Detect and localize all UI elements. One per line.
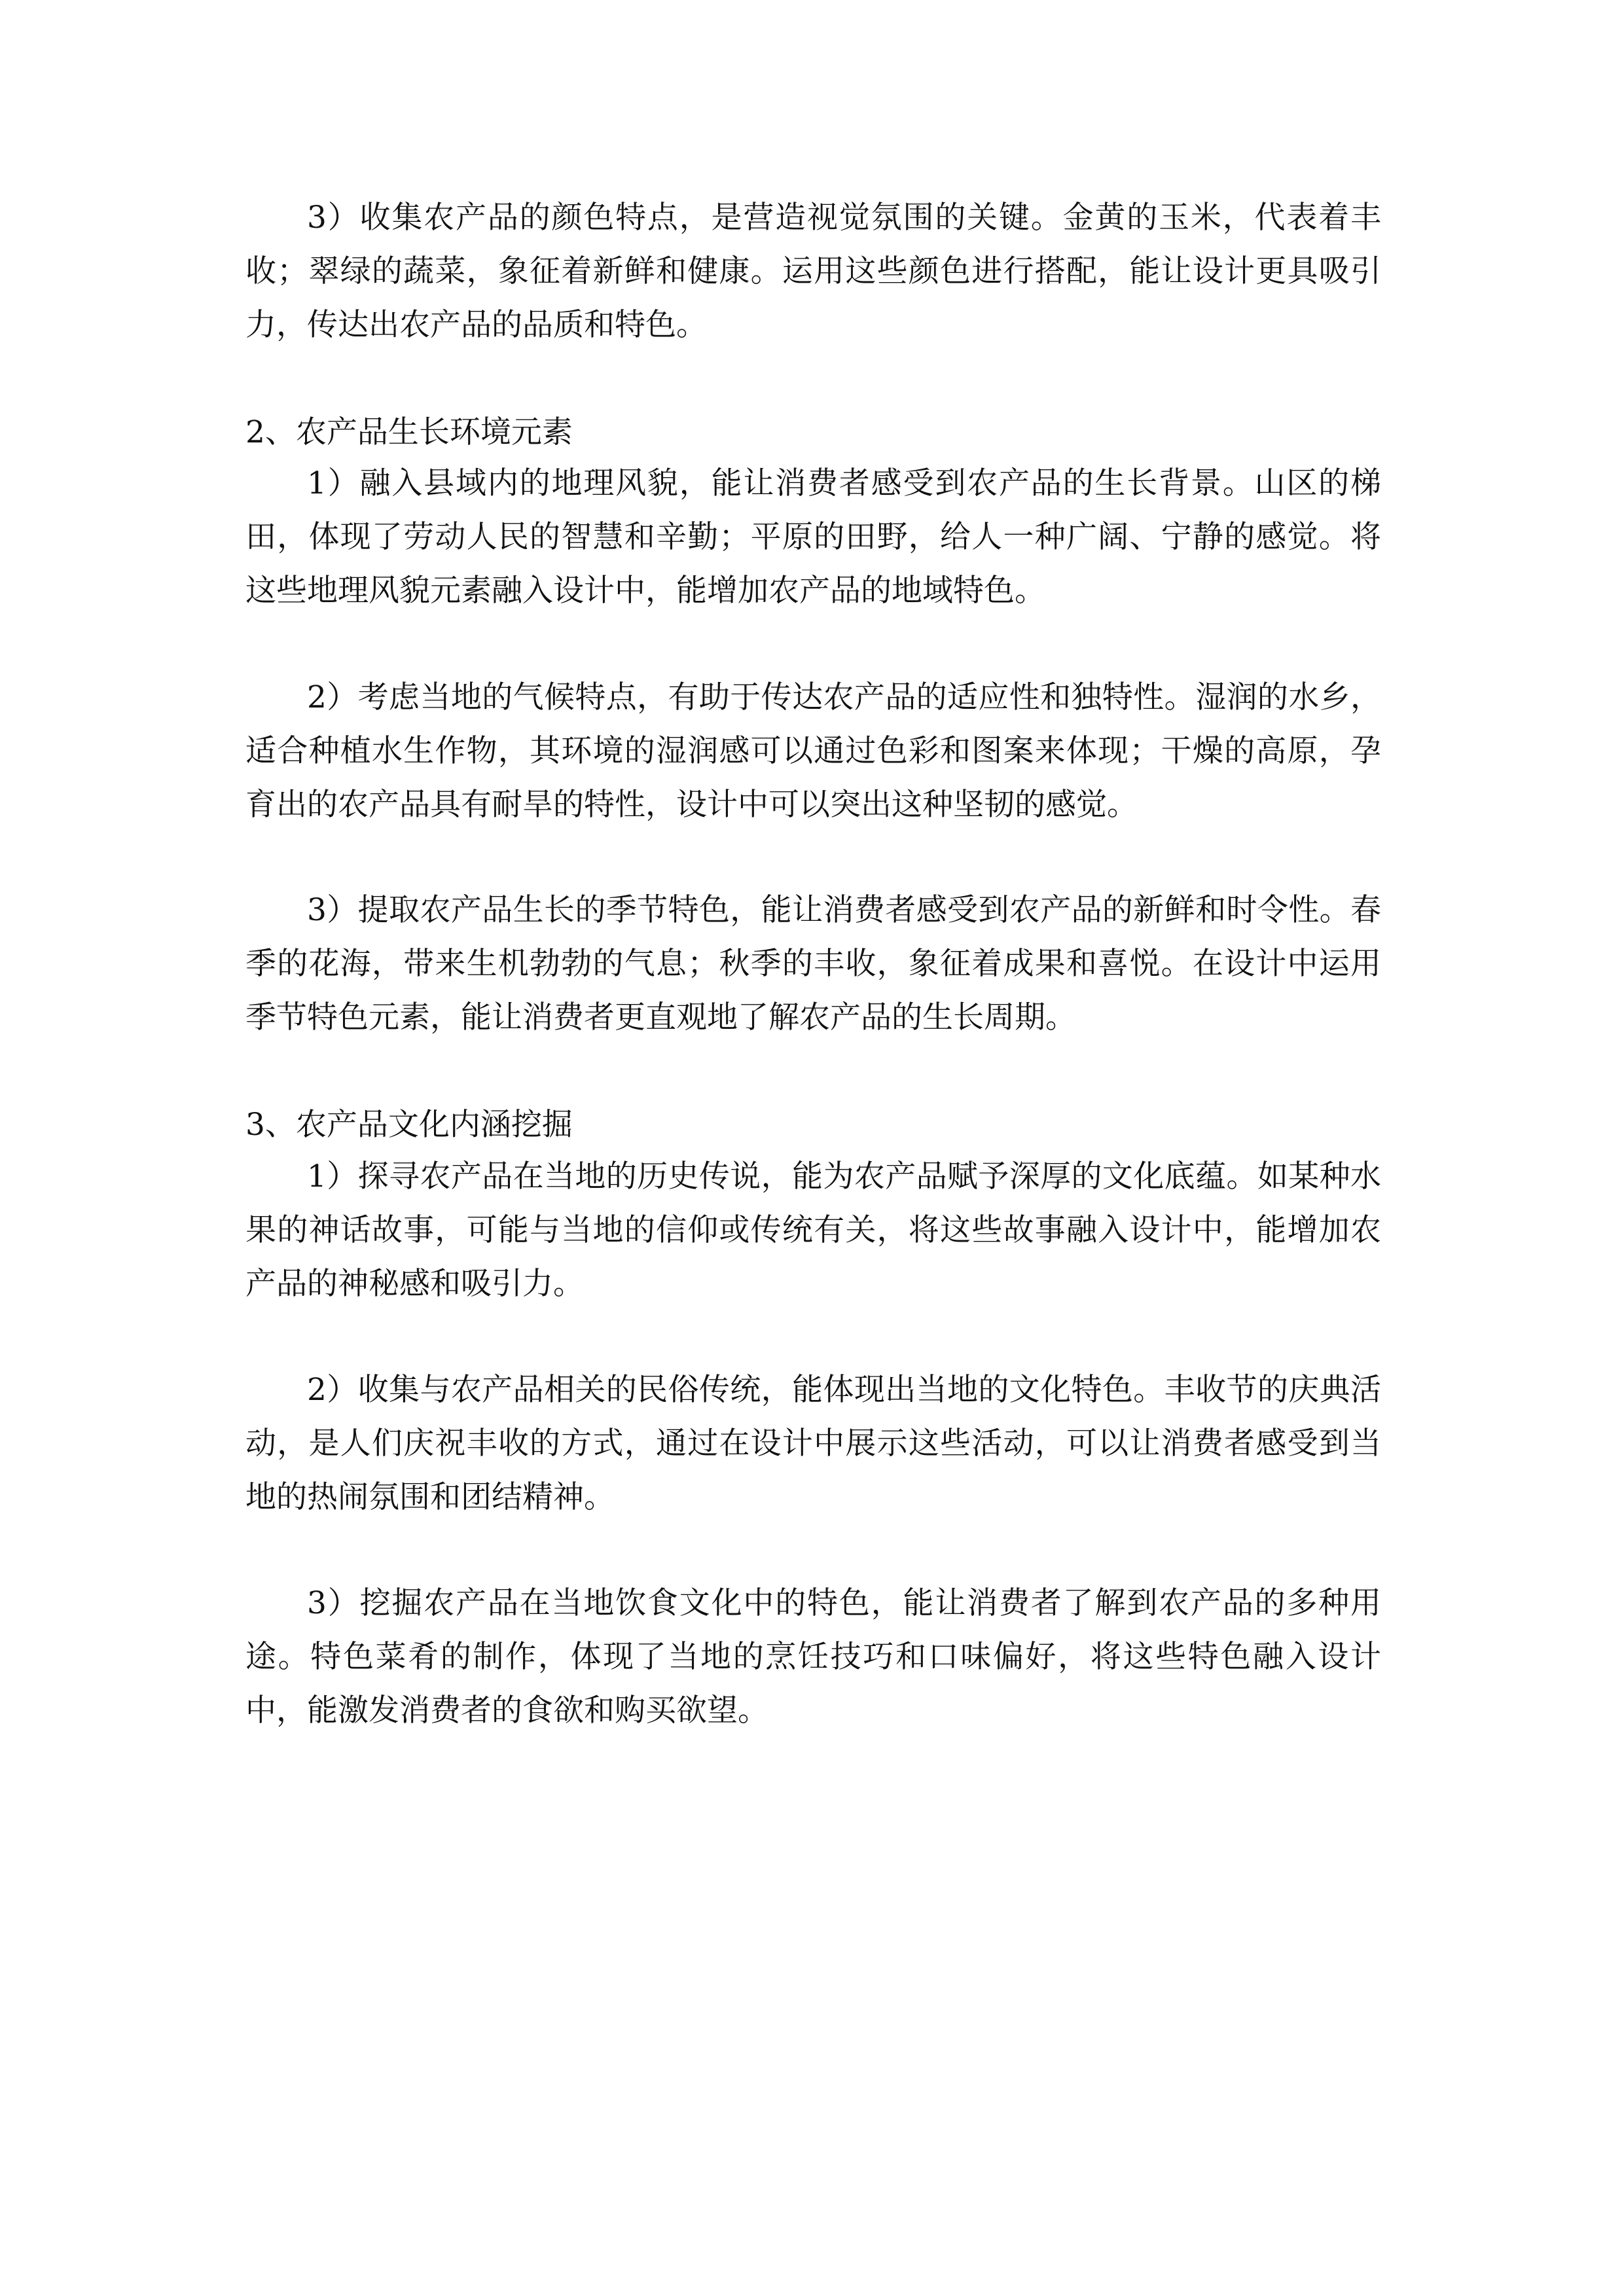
paragraph-seasons: 3）提取农产品生长的季节特色，能让消费者感受到农产品的新鲜和时令性。春季的花海，带来生机勃勃的气息；秋季的丰收，象征着成果和喜悦。在设计中运用季节特色元素，能让消费者更直观地了解农产品的生长周期。 [245,892,1381,1035]
paragraph-geography: 1）融入县域内的地理风貌，能让消费者感受到农产品的生长背景。山区的梯田，体现了劳动人民的智慧和辛勤；平原的田野，给人一种广阔、宁静的感觉。将这些地理风貌元素融入设计中，能增加农产品的地域特色。 [245,465,1381,609]
paragraph-color-features: 3）收集农产品的颜色特点，是营造视觉氛围的关键。金黄的玉米，代表着丰收；翠绿的蔬菜，象征着新鲜和健康。运用这些颜色进行搭配，能让设计更具吸引力，传达出农产品的品质和特色。 [245,200,1381,343]
paragraph-folk-traditions: 2）收集与农产品相关的民俗传统，能体现出当地的文化特色。丰收节的庆典活动，是人们庆祝丰收的方式，通过在设计中展示这些活动，可以让消费者感受到当地的热闹氛围和团结精神。 [245,1372,1381,1515]
paragraph-history-legends: 1）探寻农产品在当地的历史传说，能为农产品赋予深厚的文化底蕴。如某种水果的神话故事，可能与当地的信仰或传统有关，将这些故事融入设计中，能增加农产品的神秘感和吸引力。 [245,1158,1381,1302]
section-heading-growth-environment: 2、农产品生长环境元素 [245,414,573,450]
paragraph-climate: 2）考虑当地的气候特点，有助于传达农产品的适应性和独特性。湿润的水乡，适合种植水生作物，其环境的湿润感可以通过色彩和图案来体现；干燥的高原，孕育出的农产品具有耐旱的特性，设计中可以突出这种坚韧的感觉。 [245,679,1381,823]
paragraph-food-culture: 3）挖掘农产品在当地饮食文化中的特色，能让消费者了解到农产品的多种用途。特色菜肴的制作，体现了当地的烹饪技巧和口味偏好，将这些特色融入设计中，能激发消费者的食欲和购买欲望。 [245,1585,1381,1729]
section-heading-cultural-connotation: 3、农产品文化内涵挖掘 [245,1107,573,1143]
